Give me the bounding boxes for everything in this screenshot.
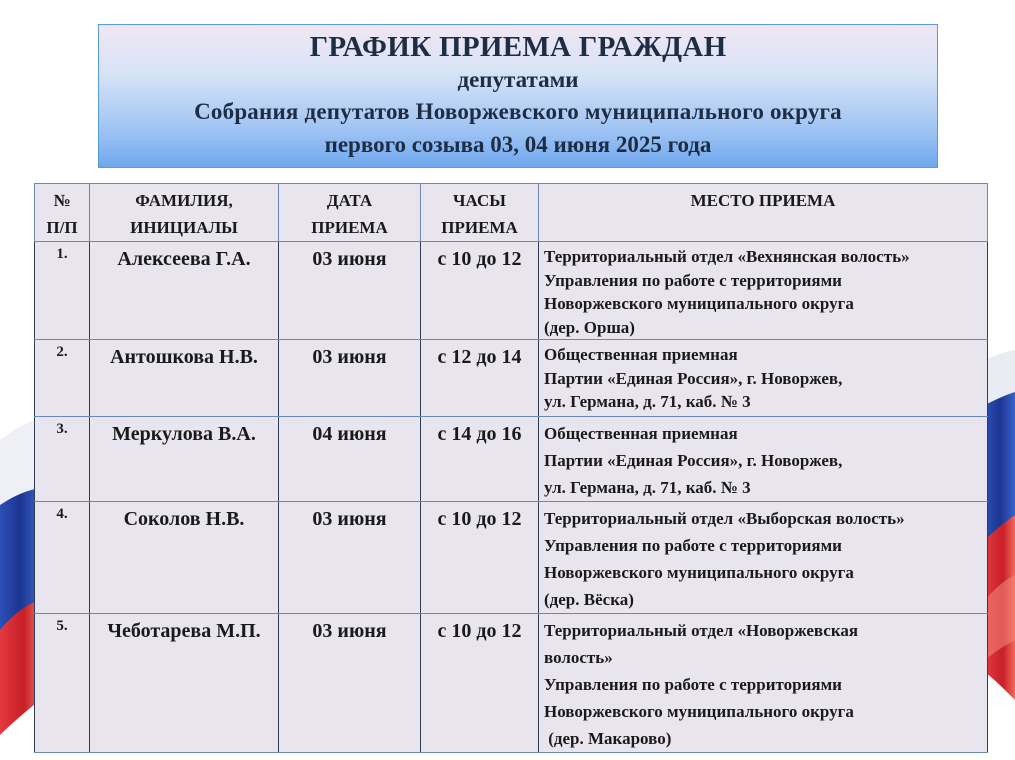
reception-date: 04 июня	[279, 417, 421, 502]
place-line: Управления по работе с территориями	[544, 536, 842, 555]
header-time	[421, 184, 539, 242]
place-line: Новоржевского муниципального округа	[544, 702, 854, 721]
header-name-line1: ФАМИЛИЯ,	[135, 191, 233, 210]
header-num	[35, 184, 90, 242]
subtitle-assembly: Собрания депутатов Новоржевского муниципального округа	[194, 99, 842, 124]
deputy-name: Соколов Н.В.	[90, 502, 279, 614]
place-line: ул. Германа, д. 71, каб. № 3	[544, 392, 751, 411]
reception-place	[539, 614, 988, 753]
table-row	[35, 242, 988, 340]
deputy-name: Алексеева Г.А.	[90, 242, 279, 340]
reception-hours: с 10 до 12	[421, 502, 539, 614]
reception-place	[539, 340, 988, 417]
title-banner	[98, 24, 938, 168]
place-line: Управления по работе с территориями	[544, 675, 842, 694]
reception-date: 03 июня	[279, 242, 421, 340]
header-num-line1: №	[53, 191, 71, 210]
table-row	[35, 502, 988, 614]
reception-place	[539, 502, 988, 614]
row-number: 1.	[35, 242, 90, 340]
place-line: Территориальный отдел «Вехнянская волость»	[544, 247, 910, 266]
reception-hours: с 10 до 12	[421, 242, 539, 340]
header-num-line2: П/П	[46, 218, 78, 237]
header-name	[90, 184, 279, 242]
deputy-name: Меркулова В.А.	[90, 417, 279, 502]
place-line: Партии «Единая Россия», г. Новоржев,	[544, 368, 843, 388]
table-header-row	[35, 184, 988, 242]
header-name-line2: ИНИЦИАЛЫ	[130, 218, 238, 237]
reception-date: 03 июня	[279, 340, 421, 417]
header-date-line2: ПРИЕМА	[311, 218, 388, 237]
deputy-name: Антошкова Н.В.	[90, 340, 279, 417]
row-number: 5.	[35, 614, 90, 753]
row-number: 2.	[35, 340, 90, 417]
place-line: Новоржевского муниципального округа	[544, 563, 854, 582]
header-place-label: МЕСТО ПРИЕМА	[690, 191, 836, 210]
place-line: (дер. Макарово)	[544, 729, 672, 748]
place-line: (дер. Вёска)	[544, 590, 634, 609]
row-number: 4.	[35, 502, 90, 614]
place-line: волость»	[544, 648, 613, 667]
schedule-table	[34, 183, 988, 753]
reception-date: 03 июня	[279, 614, 421, 753]
header-date-line1: ДАТА	[326, 191, 373, 210]
reception-hours: с 12 до 14	[421, 340, 539, 417]
place-line: Общественная приемная	[544, 345, 738, 364]
reception-place	[539, 417, 988, 502]
header-date	[279, 184, 421, 242]
header-time-line1: ЧАСЫ	[453, 191, 506, 210]
subtitle-deputies: депутатами	[457, 67, 579, 92]
row-number: 3.	[35, 417, 90, 502]
reception-date: 03 июня	[279, 502, 421, 614]
place-line: Территориальный отдел «Выборская волость»	[544, 509, 905, 528]
subtitle-dates: первого созыва 03, 04 июня 2025 года	[324, 132, 712, 157]
table-row	[35, 340, 988, 417]
reception-hours: с 14 до 16	[421, 417, 539, 502]
table-row	[35, 417, 988, 502]
page-title: ГРАФИК ПРИЕМА ГРАЖДАН	[309, 31, 727, 63]
place-line: ул. Германа, д. 71, каб. № 3	[544, 478, 751, 497]
header-place	[539, 184, 988, 242]
place-line: Новоржевского муниципального округа	[544, 294, 854, 313]
place-line: Партии «Единая Россия», г. Новоржев,	[544, 451, 843, 470]
place-line: Общественная приемная	[544, 424, 738, 443]
place-line: (дер. Орша)	[544, 317, 635, 337]
header-time-line2: ПРИЕМА	[441, 218, 518, 237]
table-row	[35, 614, 988, 753]
place-line: Территориальный отдел «Новоржевская	[544, 621, 859, 640]
place-line: Управления по работе с территориями	[544, 270, 842, 290]
reception-hours: с 10 до 12	[421, 614, 539, 753]
deputy-name: Чеботарева М.П.	[90, 614, 279, 753]
reception-place	[539, 242, 988, 340]
